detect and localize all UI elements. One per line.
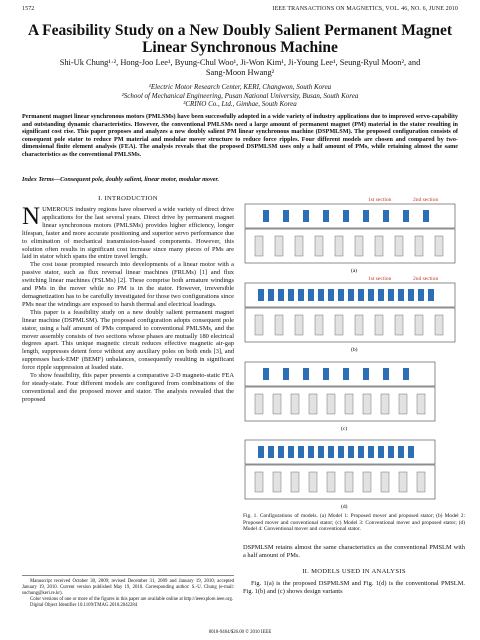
section-label-2b: 2nd section bbox=[413, 276, 439, 282]
affiliation-1: ¹Electric Motor Research Center, KERI, Changwon, South Korea bbox=[148, 83, 332, 91]
paragraph-3: This paper is a feasibility study on a new doubly salient permanent magnet linear machine (DSPMLSM). The proposed configuration adopts consequent pole stator, using a half amount of PMs compared to conventional PMLSMs, and the mover assembly consists of two sections whose phases are mutually 180 electrical degrees apart. This unique magnetic circuit reduces effective magnetic air-gap length, suppresses detent force without any auxiliary poles on both ends [3], and suppresses back-EMF (BEMF) unbalances, consequently resulting in significant force ripple suppression at loaded state. bbox=[22, 308, 234, 372]
panel-c bbox=[245, 362, 435, 432]
section-heading-introduction: I. INTRODUCTION bbox=[98, 195, 158, 202]
footnote bbox=[22, 575, 234, 609]
abstract: Permanent magnet linear synchronous motors (PMLSMs) have been successfully adopted in a wide variety of industry applications due to improved servo-capability and outstanding dynamic characteristics. However, the conventional PMLSMs need a large amount of permanent magnet (PM) material in the stator resulting in significant cost rise. This paper proposes and analyzes a new doubly salient PM linear synchronous machine (DSPMLSM). The proposed configuration consists of consequent pole stator to reduce PM material and modular mover structure to reduce force ripples. Four different models are chosen and compared by two-dimensional finite element analysis (FEA). The analysis reveals that the proposed DSPMLSM uses only a half amount of PMs, while retaining almost the same characteristics as the conventional PMLSMs. bbox=[22, 113, 458, 158]
copyright-line: 0018-9464/$26.00 © 2010 IEEE bbox=[208, 630, 272, 635]
paragraph-4: To show feasibility, this paper presents a comparative 2-D magneto-static FEA for steady-state. Four different models are configured from combinations of the conventional and the proposed mover and stator. The analysis revealed that the proposed bbox=[22, 372, 234, 403]
figure-1 bbox=[243, 196, 465, 510]
panel-a bbox=[245, 197, 455, 274]
panel-b bbox=[245, 276, 455, 353]
section-heading-models: II. MODELS USED IN ANALYSIS bbox=[302, 567, 406, 575]
panel-d bbox=[245, 440, 435, 510]
authors-line-2: Sang-Moon Hwang² bbox=[205, 68, 275, 77]
journal-header: IEEE TRANSACTIONS ON MAGNETICS, VOL. 46, NO. 6, JUNE 2010 bbox=[272, 6, 458, 12]
author-list bbox=[30, 58, 450, 78]
section-label-1a: 1st section bbox=[368, 197, 392, 203]
sub-label-b: (b) bbox=[351, 347, 358, 353]
footnote-color: Color versions of one or more of the figures in this paper are available online at http://ieeexplore.ieee.org. bbox=[30, 596, 234, 602]
page-number: 1572 bbox=[22, 6, 35, 12]
right-column-text bbox=[243, 544, 465, 596]
authors-line-1: Shi-Uk Chung¹·², Hong-Joo Lee¹, Byung-Chul Woo¹, Ji-Won Kim¹, Ji-Young Lee¹, Seung-Ryul Moon², and bbox=[59, 58, 421, 67]
affiliation-3: ³CRINO Co., Ltd., Gimhae, South Korea bbox=[183, 100, 297, 109]
title-line-1: A Feasibility Study on a New Doubly Salient Permanent Magnet bbox=[27, 22, 453, 39]
footnote-doi: Digital Object Identifier 10.1109/TMAG.2010.2042284 bbox=[30, 602, 138, 608]
affiliation-2: ²School of Mechanical Engineering, Pusan National University, Busan, South Korea bbox=[121, 91, 359, 100]
title-line-2: Linear Synchronous Machine bbox=[142, 39, 338, 56]
drop-cap: N bbox=[22, 203, 41, 230]
models-paragraph: Fig. 1(a) is the proposed DSPMLSM and Fig. 1(d) is the conventional PMSLM. Fig. 1(b) and (c) shows design variants bbox=[243, 579, 465, 595]
left-column bbox=[22, 195, 234, 404]
introduction-body bbox=[22, 203, 234, 404]
sub-label-a: (a) bbox=[351, 268, 358, 274]
paper-title bbox=[20, 22, 460, 56]
paragraph-2: The cost issue prompted research into developments of a linear motor with a passive stator, such as flux reversal linear machines (FRLMs) [1] and flux switching linear machines (FSLMs) [2]. These comprise both armature windings and PMs in the mover while no PM is in the stator. However, irreversible demagnetization has to be carefully investigated for those two configurations since PMs near the windings are exposed to harsh thermal and electrical loadings. bbox=[22, 261, 234, 308]
sub-label-d: (d) bbox=[341, 504, 348, 510]
paragraph-1: NUMEROUS industry regions have observed a wide variety of direct drive applications for the last several years. Direct drive by permanent magnet linear synchronous motors (PMLSMs) provides higher efficiency, longer lifespan, faster and more accurate positioning and superior servo performance due to elimination of mechanical transmission-based components. However, this solution often results in significant cost increase since many pieces of PMs are laid in stator which spans the entire travel length. bbox=[22, 203, 234, 261]
affiliations bbox=[40, 83, 440, 109]
magnets-a bbox=[263, 210, 429, 222]
figure-1-caption: Fig. 1. Configurations of models. (a) Model 1: Proposed mover and proposed stator; (b) Model 2: Proposed mover and conventional stator; (c) Model 3: Conventional mover and proposed stator; (d) Model 4: Conventional mover and conventional stator. bbox=[243, 513, 465, 532]
figure-1-diagram bbox=[243, 196, 465, 510]
index-terms: Index Terms—Consequent pole, doubly salient, linear motor, modular mover. bbox=[22, 176, 220, 183]
sub-label-c: (c) bbox=[341, 426, 348, 432]
continuation-paragraph: DSPMLSM retains almost the same characteristics as the conventional PMSLM with a half amount of PMs. bbox=[243, 544, 465, 559]
footnote-manuscript: Manuscript received October 30, 2009; revised December 31, 2009 and January 19, 2010; accepted January 19, 2010. Current version published May 19, 2010. Corresponding author: S.-U. Chung (e-mail: suchung@keri.re.kr). bbox=[22, 579, 234, 596]
section-label-2a: 2nd section bbox=[413, 197, 439, 203]
section-label-1b: 1st section bbox=[368, 276, 392, 282]
